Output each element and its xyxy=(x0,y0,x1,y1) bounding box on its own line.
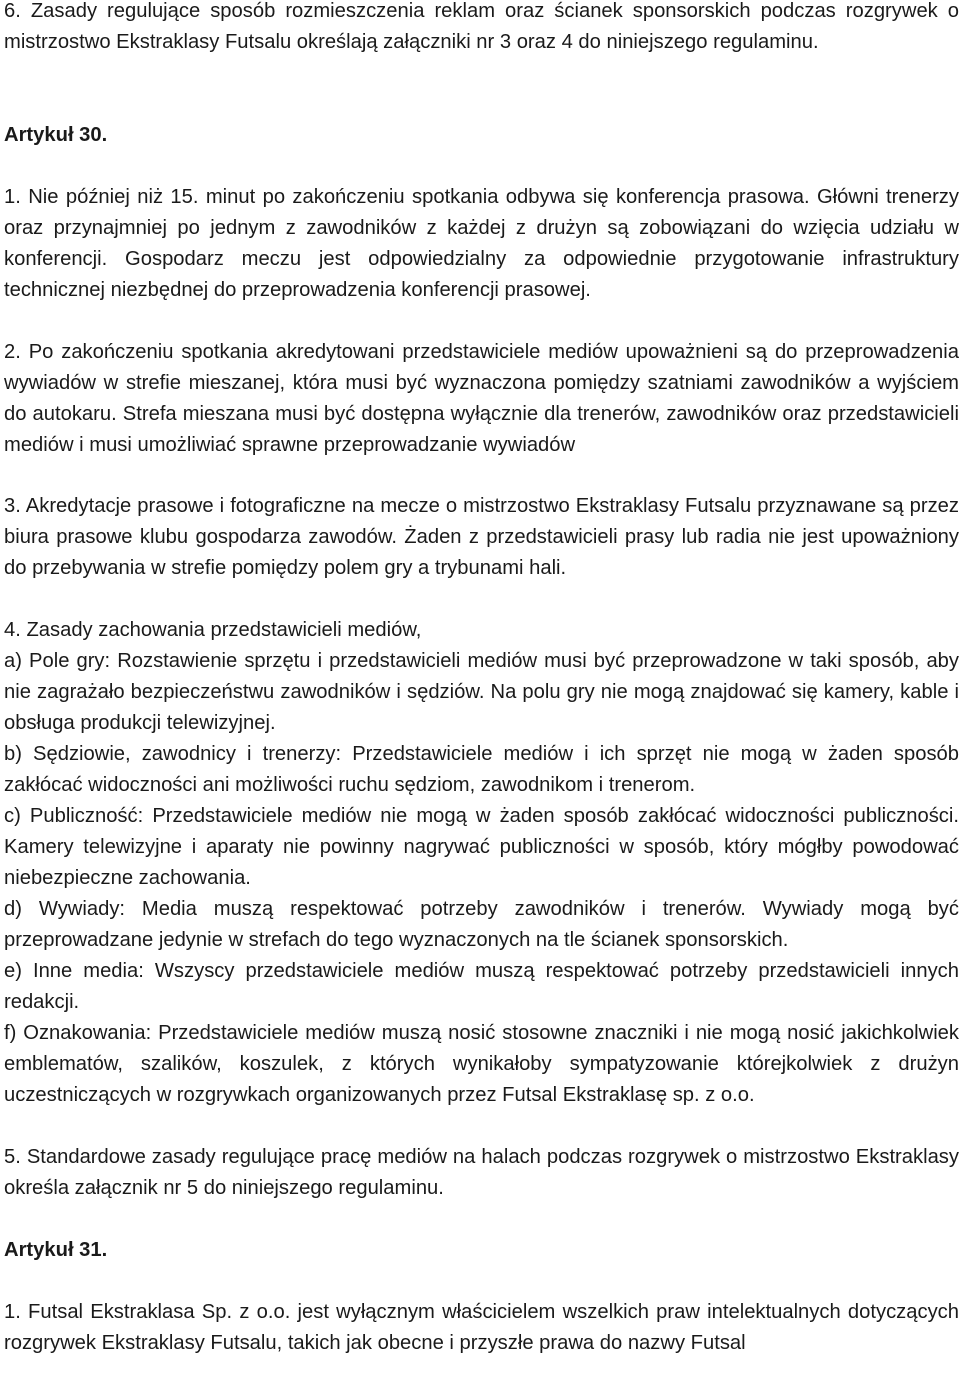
article-30-item-f: f) Oznakowania: Przedstawiciele mediów muszą nosić stosowne znaczniki i nie mogą nosić jakichkolwiek emblematów, szalików, koszulek, z których wynikałoby sympatyzowanie którejkolwiek z drużyn uczestniczących w rozgrywkach organizowanych przez Futsal Ekstraklasę sp. z o.o. xyxy=(4,1022,959,1106)
article-31-heading: Artykuł 31. xyxy=(4,1239,108,1261)
article-30-item-d: d) Wywiady: Media muszą respektować potrzeby zawodników i trenerów. Wywiady mogą być przeprowadzane jedynie w strefach do tego wyznaczonych na tle ścianek sponsorskich. xyxy=(4,898,959,951)
article-30-item-c: c) Publiczność: Przedstawiciele mediów nie mogą w żaden sposób zakłócać widoczności publiczności. Kamery telewizyjne i aparaty nie powinny nagrywać publiczności w sposób, który mógłby powodować niebezpieczne zachowania. xyxy=(4,805,959,889)
article-30-heading: Artykuł 30. xyxy=(4,124,108,146)
article-30-item-b: b) Sędziowie, zawodnicy i trenerzy: Przedstawiciele mediów i ich sprzęt nie mogą w żaden sposób zakłócać widoczności ani możliwości ruchu sędziom, zawodnikom i trenerom. xyxy=(4,743,959,796)
article-30-paragraph-1: 1. Nie później niż 15. minut po zakończeniu spotkania odbywa się konferencja prasowa. Główni trenerzy oraz przynajmniej po jednym z zawodników z każdej z drużyn są zobowiązani do wzięcia udziału w konferencji. Gospodarz meczu jest odpowiedzialny za odpowiednie przygotowanie infrastruktury technicznej niezbędnej do przeprowadzenia konferencji prasowej. xyxy=(4,186,959,301)
article-30-paragraph-3: 3. Akredytacje prasowe i fotograficzne na mecze o mistrzostwo Ekstraklasy Futsalu przyznawane są przez biura prasowe klubu gospodarza zawodów. Żaden z przedstawicieli prasy lub radia nie jest upoważniony do przebywania w strefie pomiędzy polem gry a trybunami hali. xyxy=(4,495,959,579)
paragraph-6: 6. Zasady regulujące sposób rozmieszczenia reklam oraz ścianek sponsorskich podczas rozgrywek o mistrzostwo Ekstraklasy Futsalu określają załączniki nr 3 oraz 4 do niniejszego regulaminu. xyxy=(4,0,959,53)
article-30-item-a: a) Pole gry: Rozstawienie sprzętu i przedstawicieli mediów musi być przeprowadzone w taki sposób, aby nie zagrażało bezpieczeństwu zawodników i sędziów. Na polu gry nie mogą znajdować się kamery, kable i obsługa produkcji telewizyjnej. xyxy=(4,650,959,734)
article-31-paragraph-1: 1. Futsal Ekstraklasa Sp. z o.o. jest wyłącznym właścicielem wszelkich praw intelektualnych dotyczących rozgrywek Ekstraklasy Futsalu, takich jak obecne i przyszłe prawa do nazwy Futsal xyxy=(4,1301,959,1354)
article-30-item-e: e) Inne media: Wszyscy przedstawiciele mediów muszą respektować potrzeby przedstawicieli innych redakcji. xyxy=(4,960,959,1013)
article-30-paragraph-4: 4. Zasady zachowania przedstawicieli mediów, xyxy=(4,619,422,641)
article-30-paragraph-5: 5. Standardowe zasady regulujące pracę mediów na halach podczas rozgrywek o mistrzostwo Ekstraklasy określa załącznik nr 5 do niniejszego regulaminu. xyxy=(4,1146,959,1199)
article-30-paragraph-2: 2. Po zakończeniu spotkania akredytowani przedstawiciele mediów upoważnieni są do przeprowadzenia wywiadów w strefie mieszanej, która musi być wyznaczona pomiędzy szatniami zawodników a wyjściem do autokaru. Strefa mieszana musi być dostępna wyłącznie dla trenerów, zawodników oraz przedstawicieli mediów i musi umożliwiać sprawne przeprowadzanie wywiadów xyxy=(4,341,959,456)
